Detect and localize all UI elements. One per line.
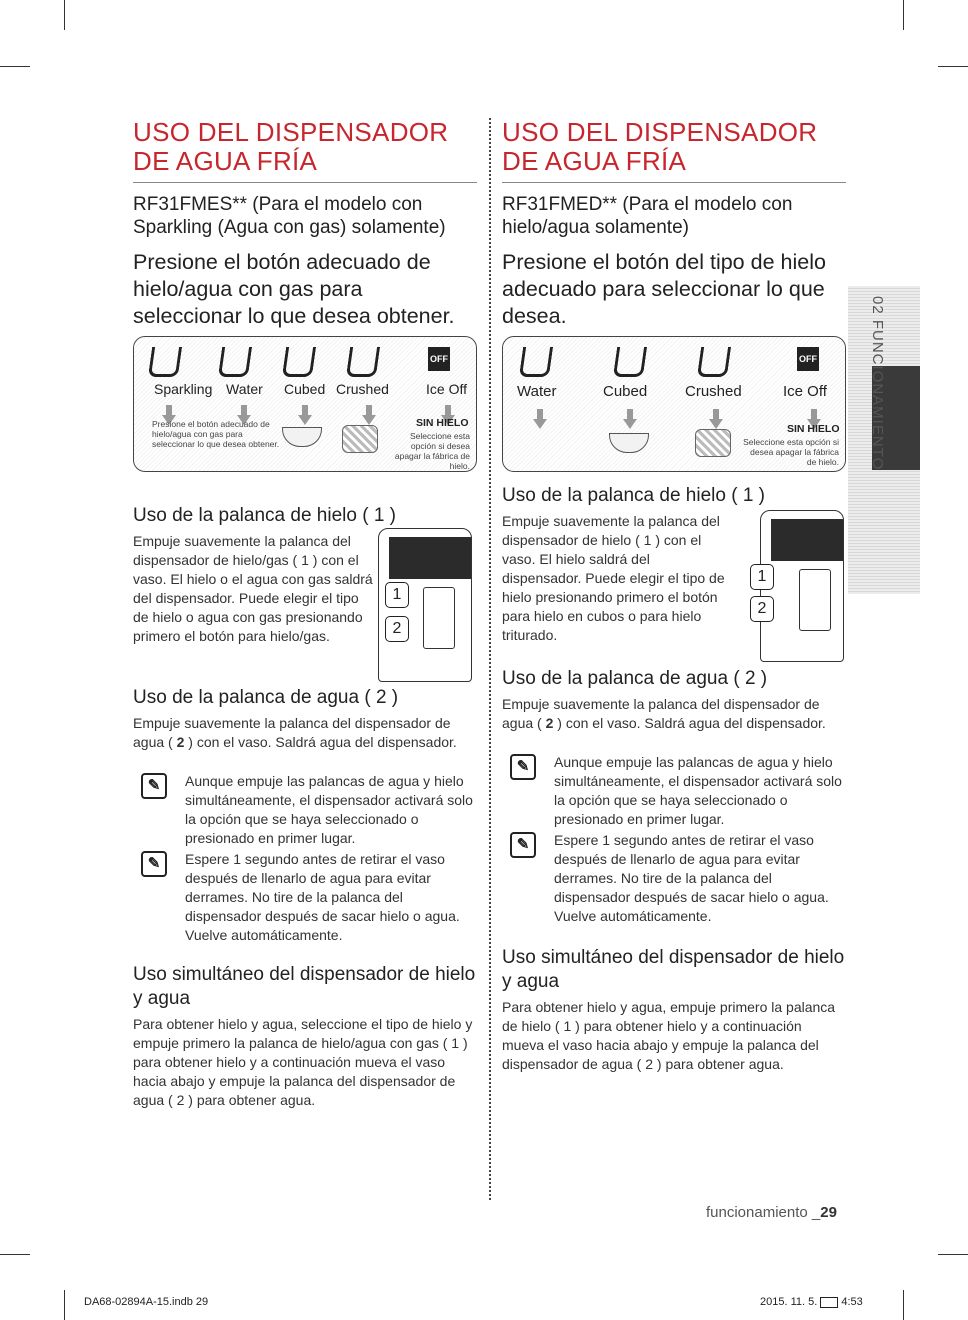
- right-control-panel: [502, 336, 846, 472]
- text-part: Empuje suavemente la palanca del dispensador de agua (: [133, 715, 451, 750]
- left-model-note: RF31FMES** (Para el modelo con Sparkling (Agua con gas) solamente): [133, 194, 446, 238]
- right-simultaneous-heading: Uso simultáneo del dispensador de hielo y agua: [502, 947, 845, 992]
- right-ice-lever-heading: Uso de la palanca de hielo ( 1 ): [502, 485, 765, 506]
- cubed-ice-icon: [282, 347, 316, 377]
- note-item: [502, 831, 846, 926]
- crushed-ice-image: [342, 425, 378, 453]
- crop-mark: [903, 1290, 904, 1320]
- water-label: Water: [226, 381, 263, 397]
- column-divider: [489, 118, 491, 1200]
- note-pencil-icon: ✎: [141, 773, 167, 799]
- ice-off-label: Ice Off: [426, 381, 467, 397]
- note-pencil-icon: ✎: [141, 851, 167, 877]
- note-item: [502, 753, 846, 829]
- crushed-ice-icon: [697, 347, 731, 377]
- footer-section: funcionamiento _: [706, 1204, 821, 1221]
- right-water-lever-text: [502, 695, 846, 733]
- left-water-lever-text: [133, 714, 477, 752]
- arrow-down-icon: [362, 415, 376, 425]
- text-part: ) con el vaso. Saldrá agua del dispensador.: [184, 734, 457, 750]
- right-instruction: Presione el botón del tipo de hielo adecuado para seleccionar lo que desea.: [502, 250, 826, 328]
- text-part: Empuje suavemente la palanca del dispensador de agua (: [502, 696, 820, 731]
- panel-caption: Presione el botón adecuado de hielo/agua con gas para seleccionar lo que desea obtener.: [152, 419, 280, 449]
- note-text: Aunque empuje las palancas de agua y hielo simultáneamente, el dispensador activará solo la opción que se haya seleccionado o presionado en primer lugar.: [185, 773, 473, 846]
- sin-hielo-label: SIN HIELO: [787, 423, 840, 435]
- page-number: 29: [820, 1204, 837, 1221]
- crop-mark: [938, 66, 968, 67]
- left-section-title: USO DEL DISPENSADOR DE AGUA FRÍA: [133, 117, 449, 176]
- note-pencil-icon: ✎: [510, 832, 536, 858]
- right-water-lever-section: [502, 667, 846, 733]
- crop-mark: [0, 66, 30, 67]
- left-ice-lever-text: Empuje suavemente la palanca del dispensador de hielo/gas ( 1 ) con el vaso. El hielo o el agua con gas saldrá del dispensador. Puede elegir el tipo de hielo o agua con gas presionando primero el botón para hielo/gas.: [133, 533, 373, 644]
- sparkling-icon: [148, 347, 182, 377]
- crop-mark: [938, 1254, 968, 1255]
- cubed-label: Cubed: [603, 383, 648, 400]
- cubed-ice-icon: [613, 347, 647, 377]
- right-notes: [502, 753, 846, 926]
- left-simultaneous-text: Para obtener hielo y agua, seleccione el tipo de hielo y empuje primero la palanca de hielo/agua con gas ( 1 ) para obtener hielo y a continuación mueva el vaso hacia abajo y empuje la palanca del dispensador de agua ( 2 ) para obtener agua.: [133, 1016, 473, 1108]
- cubed-label: Cubed: [284, 381, 326, 397]
- title-rule: [133, 182, 477, 183]
- right-ice-lever-section: [502, 484, 846, 645]
- print-time: 4:53: [841, 1296, 863, 1308]
- sparkling-label: Sparkling: [154, 381, 213, 397]
- note-item: [133, 850, 477, 945]
- crop-mark: [64, 1290, 65, 1320]
- lever-1-label: 1: [750, 564, 774, 590]
- left-ice-lever-section: [133, 504, 477, 646]
- crushed-label: Crushed: [336, 381, 389, 397]
- note-text: Espere 1 segundo antes de retirar el vaso después de llenarlo de agua para evitar derrames. No tire de la palanca del dispensador después de sacar hielo o agua. Vuelve automáticamente.: [554, 832, 829, 924]
- left-ice-lever-heading: Uso de la palanca de hielo ( 1 ): [133, 505, 396, 526]
- print-file-slug: DA68-02894A-15.indb 29: [84, 1296, 209, 1308]
- arrow-down-icon: [623, 419, 637, 429]
- print-date: 2015. 11. 5.: [760, 1296, 821, 1308]
- ice-off-icon: OFF: [428, 347, 450, 371]
- left-control-panel: [133, 336, 477, 472]
- note-item: [133, 772, 477, 848]
- text-bold: 2: [545, 715, 554, 731]
- lever-2-label: 2: [750, 596, 774, 622]
- right-simultaneous-text: Para obtener hielo y agua, empuje primero la palanca de hielo ( 1 ) para obtener hielo y a continuación mueva el vaso hacia abajo y empuje la palanca del dispensador de agua ( 2 ) para obtener agua.: [502, 999, 836, 1072]
- text-bold: 2: [176, 734, 185, 750]
- crushed-ice-image: [695, 429, 731, 457]
- dispenser-display: [771, 519, 843, 561]
- crop-mark: [0, 1254, 30, 1255]
- ice-off-icon: OFF: [797, 347, 819, 371]
- crushed-ice-icon: [346, 347, 380, 377]
- left-notes: [133, 772, 477, 945]
- left-simultaneous-heading: Uso simultáneo del dispensador de hielo y agua: [133, 964, 476, 1009]
- sin-hielo-label: SIN HIELO: [416, 417, 469, 429]
- text-part: ) con el vaso. Saldrá agua del dispensador.: [553, 715, 826, 731]
- dispenser-lever: [423, 587, 455, 649]
- lever-1-label: 1: [385, 582, 409, 608]
- page-footer: [706, 1204, 837, 1221]
- note-text: Aunque empuje las palancas de agua y hielo simultáneamente, el dispensador activará solo la opción que se haya seleccionado o presionado en primer lugar.: [554, 754, 842, 827]
- title-rule: [502, 182, 846, 183]
- placeholder-box-icon: [820, 1297, 838, 1308]
- arrow-down-icon: [298, 415, 312, 425]
- left-instruction: Presione el botón adecuado de hielo/agua con gas para seleccionar lo que desea obtener.: [133, 250, 455, 328]
- right-section-title: USO DEL DISPENSADOR DE AGUA FRÍA: [502, 117, 818, 176]
- right-ice-lever-text: Empuje suavemente la palanca del dispensador de hielo ( 1 ) con el vaso. El hielo saldrá del dispensador. Puede elegir el tipo de hielo presionando primero el botón para hielo en cubos o para hielo triturado.: [502, 513, 725, 643]
- note-text: Espere 1 segundo antes de retirar el vaso después de llenarlo de agua para evitar derrames. No tire de la palanca del dispensador después de sacar hielo o agua. Vuelve automáticamente.: [185, 851, 460, 943]
- right-model-note: RF31FMED** (Para el modelo con hielo/agua solamente): [502, 194, 793, 238]
- lever-2-label: 2: [385, 616, 409, 642]
- chapter-tab-label: 02 FUNCIONAMIENTO: [869, 296, 886, 471]
- arrow-down-icon: [709, 419, 723, 429]
- right-simultaneous-section: [502, 946, 846, 1074]
- sin-hielo-desc: Seleccione esta opción si desea apagar la fábrica de hielo.: [394, 431, 470, 471]
- print-date-slug: [760, 1296, 863, 1308]
- water-icon: [519, 347, 553, 377]
- left-water-lever-heading: Uso de la palanca de agua ( 2 ): [133, 687, 399, 708]
- sin-hielo-desc: Seleccione esta opción si desea apagar la fábrica de hielo.: [743, 437, 839, 467]
- ice-off-label: Ice Off: [783, 383, 827, 400]
- dispenser-lever: [799, 569, 831, 631]
- left-water-lever-section: [133, 686, 477, 752]
- right-water-lever-heading: Uso de la palanca de agua ( 2 ): [502, 668, 768, 689]
- left-column: [133, 118, 477, 1110]
- dispenser-display: [389, 537, 471, 579]
- arrow-down-icon: [533, 419, 547, 429]
- water-label: Water: [517, 383, 557, 400]
- note-pencil-icon: ✎: [510, 754, 536, 780]
- crop-mark: [903, 0, 904, 30]
- right-column: [502, 118, 846, 1074]
- left-simultaneous-section: [133, 963, 477, 1110]
- crushed-label: Crushed: [685, 383, 742, 400]
- water-icon: [218, 347, 252, 377]
- crop-mark: [64, 0, 65, 30]
